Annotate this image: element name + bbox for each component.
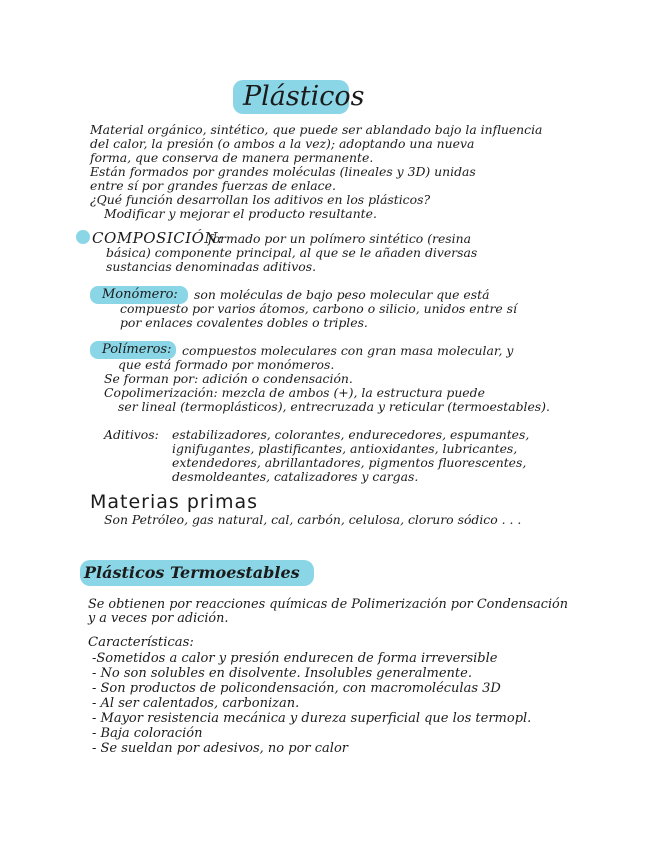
aditivos-line: estabilizadores, colorantes, endurecedores, espumantes, — [172, 427, 530, 442]
monomero-line: son moléculas de bajo peso molecular que está — [194, 287, 490, 302]
intro-line: del calor, la presión (o ambos a la vez); adoptando una nueva — [90, 136, 475, 151]
aditivos-label: Aditivos: — [104, 427, 159, 442]
caracteristica-item: - Mayor resistencia mecánica y dureza superficial que los termopl. — [92, 711, 532, 726]
polimeros-line: Copolimerización: mezcla de ambos (+), la estructura puede — [104, 385, 485, 400]
caracteristica-item: - Al ser calentados, carbonizan. — [92, 696, 300, 711]
caracteristica-item: - Se sueldan por adesivos, no por calor — [92, 741, 348, 756]
termoestables-intro: y a veces por adición. — [88, 611, 229, 626]
page-title: Plásticos — [243, 81, 365, 112]
composicion-line: sustancias denominadas aditivos. — [106, 259, 317, 274]
intro-line: forma, que conserva de manera permanente. — [90, 150, 374, 165]
title-block — [233, 76, 365, 118]
caracteristicas-label: Características: — [88, 635, 194, 650]
materias-label: Materias primas — [90, 491, 259, 513]
intro-answer: Modificar y mejorar el producto resultante. — [104, 206, 377, 221]
polimeros-line: que está formado por monómeros. — [118, 357, 335, 372]
aditivos-line: ignifugantes, plastificantes, antioxidantes, lubricantes, — [172, 441, 518, 456]
termoestables-title: Plásticos Termoestables — [84, 563, 300, 582]
monomero-line: compuesto por varios átomos, carbono o silicio, unidos entre sí — [120, 301, 518, 316]
aditivos-line: desmoldeantes, catalizadores y cargas. — [172, 469, 419, 484]
polimeros-line: compuestos moleculares con gran masa molecular, y — [182, 343, 514, 358]
composicion-line: básica) componente principal, al que se le añaden diversas — [106, 245, 478, 260]
intro-line: Material orgánico, sintético, que puede ser ablandado bajo la influencia — [90, 122, 543, 137]
aditivos-line: extendedores, abrillantadores, pigmentos fluorescentes, — [172, 455, 527, 470]
polimeros-label: Polímeros: — [102, 342, 172, 357]
monomero-label: Monómero: — [102, 287, 178, 302]
termoestables-intro: Se obtienen por reacciones químicas de Polimerización por Condensación — [88, 597, 569, 612]
caracteristica-item: -Sometidos a calor y presión endurecen de forma irreversible — [92, 651, 498, 666]
polimeros-line: ser lineal (termoplásticos), entrecruzada y reticular (termoestables). — [118, 399, 550, 414]
bullet-dot — [76, 230, 90, 244]
caracteristica-item: - No son solubles en disolvente. Insolubles generalmente. — [92, 666, 472, 681]
composicion-line: formado por un polímero sintético (resina — [208, 231, 471, 246]
intro-line: Están formados por grandes moléculas (lineales y 3D) unidas — [90, 164, 476, 179]
intro-line: entre sí por grandes fuerzas de enlace. — [90, 178, 336, 193]
monomero-line: por enlaces covalentes dobles o triples. — [120, 315, 368, 330]
caracteristica-item: - Son productos de policondensación, con macromoléculas 3D — [92, 681, 501, 696]
materias-line: Son Petróleo, gas natural, cal, carbón, celulosa, cloruro sódico . . . — [104, 512, 522, 527]
caracteristica-item: - Baja coloración — [92, 726, 203, 741]
composicion-label: COMPOSICIÓN: — [92, 229, 224, 247]
polimeros-line: Se forman por: adición o condensación. — [104, 371, 353, 386]
intro-question: ¿Qué función desarrollan los aditivos en los plásticos? — [90, 192, 431, 207]
